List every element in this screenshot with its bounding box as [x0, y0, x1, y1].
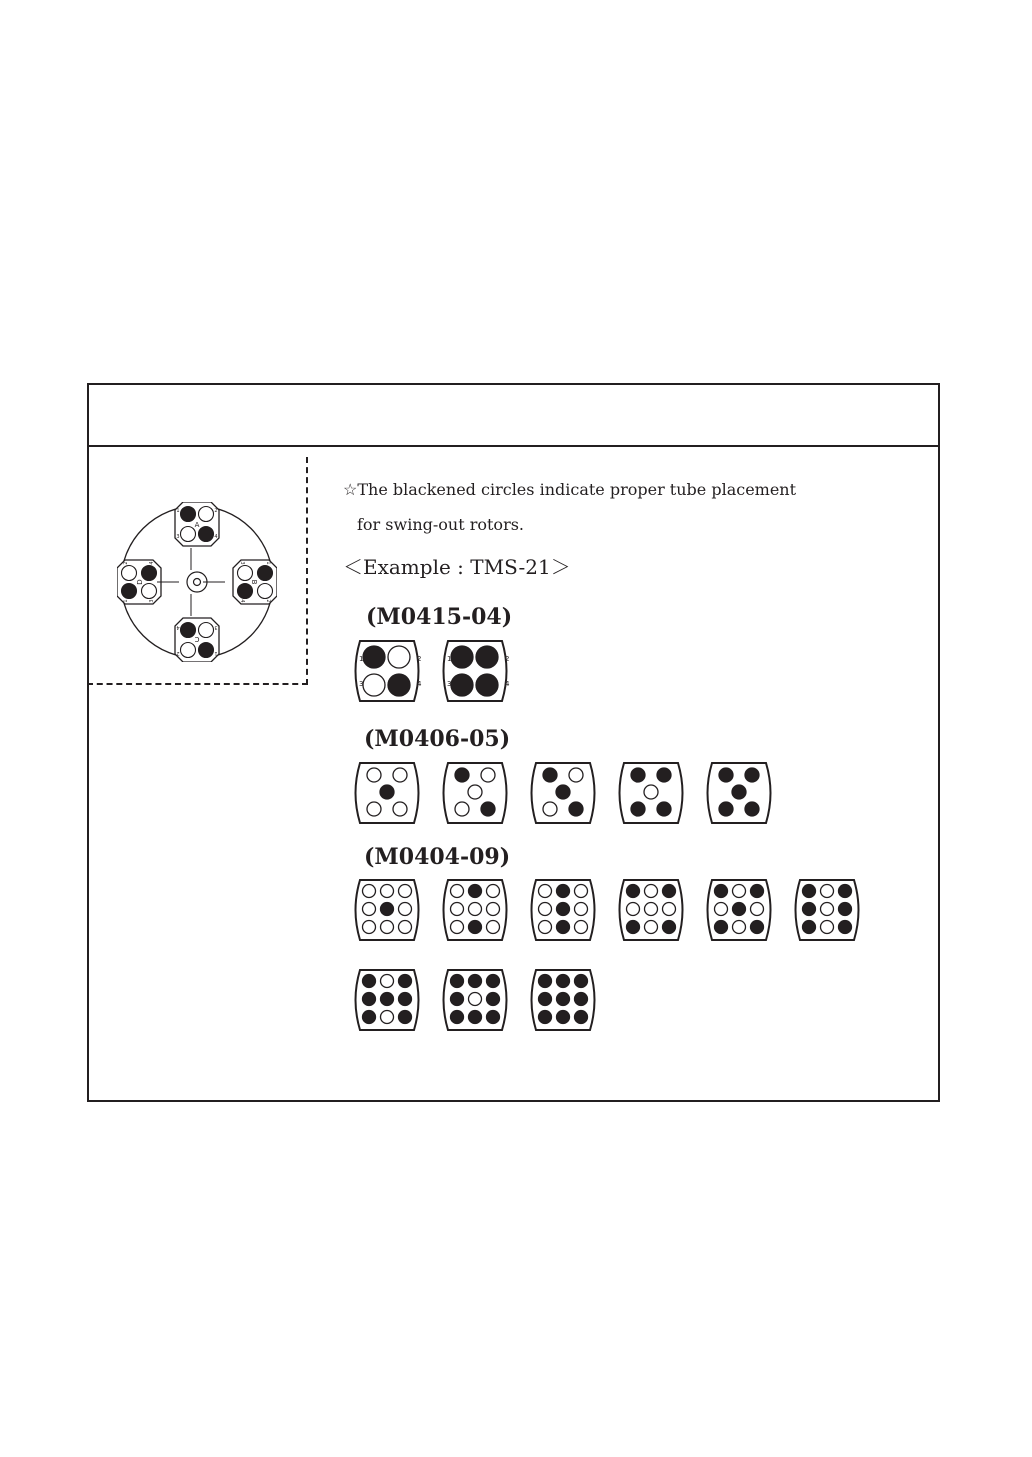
tube-slot-empty [569, 768, 583, 782]
note-line-1: ☆The blackened circles indicate proper tube placement [343, 480, 797, 499]
tube-slot-filled [745, 768, 759, 782]
bucket-letter: B [250, 579, 258, 585]
note-line-2: for swing-out rotors. [357, 515, 525, 534]
tube-slot-filled [803, 903, 816, 916]
position-number: 2 [505, 655, 510, 663]
position-number: 4 [214, 534, 218, 540]
rotor-top-view-diagram [117, 502, 277, 662]
position-number: 1 [359, 655, 364, 663]
tube-slot-filled [399, 993, 412, 1006]
tube-slot-empty [644, 785, 658, 799]
tube-slot-empty [575, 885, 588, 898]
tube-slot-empty [199, 623, 214, 638]
tube-slot-empty [258, 584, 273, 599]
rotor-bucket-d [117, 560, 161, 604]
position-number: 1 [265, 561, 271, 565]
tube-slot-empty [367, 768, 381, 782]
tube-slot-filled [399, 1011, 412, 1024]
tube-slot-empty [645, 903, 658, 916]
tube-slot-empty [627, 903, 640, 916]
bucket-letter: C [194, 635, 200, 643]
tube-slot-filled [543, 768, 557, 782]
tube-slot-empty [367, 802, 381, 816]
tube-slot-empty [543, 802, 557, 816]
position-number: 2 [123, 561, 129, 565]
tube-slot-empty [539, 885, 552, 898]
tube-slot-empty [363, 885, 376, 898]
bucket-pattern-3-2 [438, 879, 512, 941]
bucket-pattern-2-4 [614, 762, 688, 824]
position-number: 4 [417, 680, 422, 688]
tube-slot-empty [393, 802, 407, 816]
example-label: ＜Example : TMS-21＞ [343, 555, 571, 579]
tube-slot-filled [839, 885, 852, 898]
tube-slot-empty [468, 785, 482, 799]
rotor-diagram-panel [87, 457, 308, 685]
tube-slot-empty [487, 903, 500, 916]
tube-slot-filled [557, 1011, 570, 1024]
bucket-letter: D [136, 579, 144, 585]
position-number: 1 [447, 655, 452, 663]
tube-slot-empty [575, 903, 588, 916]
tube-slot-filled [122, 584, 137, 599]
tube-slot-filled [487, 975, 500, 988]
tube-slot-filled [388, 674, 410, 696]
tube-slot-empty [381, 1011, 394, 1024]
tube-slot-filled [199, 527, 214, 542]
tube-slot-filled [451, 975, 464, 988]
tube-slot-filled [719, 802, 733, 816]
tube-slot-filled [469, 975, 482, 988]
tube-slot-empty [451, 921, 464, 934]
tube-slot-filled [539, 1011, 552, 1024]
bucket-pattern-3-1 [350, 879, 424, 941]
model-label-m0415-04: (M0415-04) [366, 604, 513, 630]
bucket-pattern-3-6 [790, 879, 864, 941]
tube-slot-empty [469, 993, 482, 1006]
tube-slot-filled [451, 1011, 464, 1024]
tube-slot-filled [363, 1011, 376, 1024]
position-number: 4 [149, 561, 155, 565]
tube-slot-empty [199, 507, 214, 522]
position-number: 4 [505, 680, 510, 688]
model-label-m0404-09: (M0404-09) [364, 844, 511, 870]
tube-slot-filled [627, 885, 640, 898]
tube-slot-filled [557, 885, 570, 898]
position-number: 3 [176, 534, 180, 540]
tube-slot-filled [556, 785, 570, 799]
tube-slot-filled [733, 903, 746, 916]
header-divider [87, 445, 940, 447]
tube-slot-empty [363, 903, 376, 916]
bucket-pattern-3-7 [350, 969, 424, 1031]
bucket-pattern-1-2 [438, 640, 512, 702]
tube-slot-filled [399, 975, 412, 988]
tube-slot-empty [399, 903, 412, 916]
tube-slot-filled [469, 1011, 482, 1024]
position-number: 1 [214, 650, 218, 656]
tube-slot-filled [142, 566, 157, 581]
tube-slot-filled [803, 885, 816, 898]
tube-slot-filled [557, 975, 570, 988]
tube-slot-filled [839, 921, 852, 934]
tube-slot-empty [821, 921, 834, 934]
tube-slot-empty [821, 903, 834, 916]
tube-slot-empty [363, 674, 385, 696]
tube-slot-empty [751, 903, 764, 916]
tube-slot-filled [557, 993, 570, 1006]
tube-slot-filled [631, 802, 645, 816]
tube-slot-filled [719, 768, 733, 782]
tube-slot-empty [181, 527, 196, 542]
tube-slot-filled [631, 768, 645, 782]
tube-slot-empty [455, 802, 469, 816]
tube-slot-filled [575, 975, 588, 988]
tube-slot-filled [380, 785, 394, 799]
tube-slot-filled [451, 646, 473, 668]
tube-slot-filled [839, 903, 852, 916]
tube-slot-filled [557, 921, 570, 934]
position-number: 3 [359, 680, 364, 688]
tube-slot-filled [657, 768, 671, 782]
tube-slot-empty [481, 768, 495, 782]
tube-slot-filled [381, 903, 394, 916]
tube-slot-empty [733, 921, 746, 934]
tube-slot-empty [451, 885, 464, 898]
tube-slot-filled [469, 885, 482, 898]
tube-slot-empty [539, 903, 552, 916]
bucket-pattern-2-5 [702, 762, 776, 824]
tube-slot-filled [575, 993, 588, 1006]
position-number: 2 [417, 655, 422, 663]
tube-slot-empty [381, 975, 394, 988]
bucket-pattern-3-4 [614, 879, 688, 941]
position-number: 3 [214, 624, 218, 630]
tube-slot-empty [733, 885, 746, 898]
tube-slot-filled [181, 507, 196, 522]
tube-slot-filled [363, 975, 376, 988]
tube-slot-filled [575, 1011, 588, 1024]
tube-slot-empty [388, 646, 410, 668]
tube-slot-empty [399, 921, 412, 934]
tube-slot-filled [363, 993, 376, 1006]
bucket-letter: A [194, 521, 200, 529]
tube-slot-empty [363, 921, 376, 934]
tube-slot-empty [451, 903, 464, 916]
tube-slot-empty [122, 566, 137, 581]
model-label-m0406-05: (M0406-05) [364, 726, 511, 752]
position-number: 2 [265, 599, 271, 603]
tube-slot-empty [381, 921, 394, 934]
tube-slot-empty [575, 921, 588, 934]
tube-slot-empty [393, 768, 407, 782]
bucket-pattern-2-2 [438, 762, 512, 824]
tube-slot-empty [238, 566, 253, 581]
tube-slot-filled [199, 643, 214, 658]
position-number: 3 [447, 680, 452, 688]
tube-slot-filled [569, 802, 583, 816]
tube-slot-empty [487, 921, 500, 934]
tube-slot-filled [476, 646, 498, 668]
position-number: 4 [176, 624, 180, 630]
bucket-pattern-3-3 [526, 879, 600, 941]
tube-slot-filled [751, 885, 764, 898]
tube-slot-filled [663, 885, 676, 898]
tube-slot-filled [181, 623, 196, 638]
tube-slot-empty [645, 921, 658, 934]
tube-slot-filled [715, 921, 728, 934]
position-number: 2 [214, 508, 218, 514]
rotor-bucket-c [175, 618, 219, 662]
tube-slot-filled [455, 768, 469, 782]
tube-slot-filled [469, 921, 482, 934]
position-number: 4 [239, 599, 245, 603]
tube-slot-empty [715, 903, 728, 916]
tube-slot-filled [657, 802, 671, 816]
position-number: 1 [176, 508, 180, 514]
tube-slot-filled [451, 993, 464, 1006]
rotor-spindle [194, 579, 201, 586]
tube-slot-empty [181, 643, 196, 658]
tube-slot-filled [487, 1011, 500, 1024]
bucket-pattern-1-1 [350, 640, 424, 702]
tube-slot-filled [663, 921, 676, 934]
tube-slot-empty [399, 885, 412, 898]
tube-slot-filled [732, 785, 746, 799]
tube-slot-filled [476, 674, 498, 696]
rotor-bucket-a [175, 502, 219, 546]
tube-slot-empty [469, 903, 482, 916]
tube-slot-filled [751, 921, 764, 934]
tube-slot-filled [381, 993, 394, 1006]
tube-slot-empty [663, 903, 676, 916]
position-number: 2 [176, 650, 180, 656]
rotor-bucket-b [233, 560, 277, 604]
tube-slot-empty [645, 885, 658, 898]
bucket-pattern-3-9 [526, 969, 600, 1031]
bucket-pattern-3-5 [702, 879, 776, 941]
tube-slot-filled [715, 885, 728, 898]
tube-slot-filled [539, 975, 552, 988]
position-number: 3 [149, 599, 155, 603]
tube-slot-filled [238, 584, 253, 599]
position-number: 1 [123, 599, 129, 603]
tube-slot-filled [803, 921, 816, 934]
tube-slot-filled [745, 802, 759, 816]
tube-slot-empty [381, 885, 394, 898]
tube-slot-filled [451, 674, 473, 696]
position-number: 3 [239, 561, 245, 565]
bucket-pattern-2-1 [350, 762, 424, 824]
tube-slot-filled [557, 903, 570, 916]
tube-slot-filled [627, 921, 640, 934]
tube-slot-empty [142, 584, 157, 599]
tube-slot-filled [258, 566, 273, 581]
bucket-pattern-2-3 [526, 762, 600, 824]
tube-slot-empty [487, 885, 500, 898]
tube-slot-filled [487, 993, 500, 1006]
tube-slot-empty [821, 885, 834, 898]
tube-slot-filled [363, 646, 385, 668]
tube-slot-filled [481, 802, 495, 816]
tube-slot-filled [539, 993, 552, 1006]
tube-slot-empty [539, 921, 552, 934]
bucket-pattern-3-8 [438, 969, 512, 1031]
